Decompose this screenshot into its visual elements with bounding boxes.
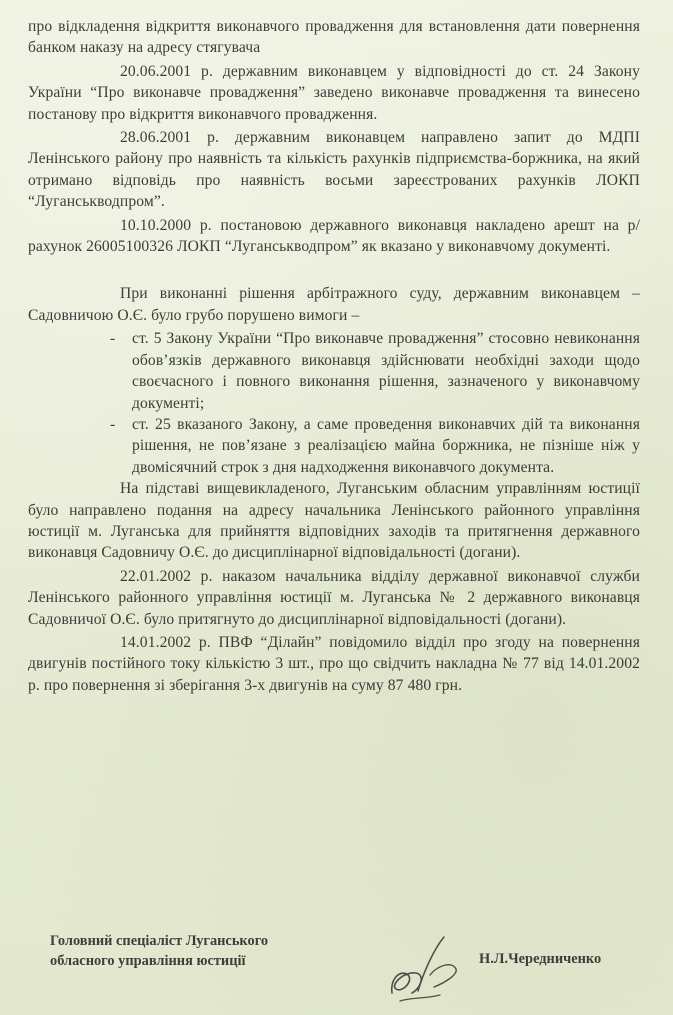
violations-intro: При виконанні рішення арбітражного суду, державним виконавцем – Садовничою О.Є. було грубо порушено вимоги – xyxy=(28,285,640,324)
signatory-name: Н.Л.Чередниченко xyxy=(479,951,602,967)
paragraph-7: 14.01.2002 р. ПВФ “Ділайн” повідомило відділ про згоду на повернення двигунів постійного току кількістю 3 шт., про що свідчить накладна № 77 від 14.01.2002 р. про повернення зі зберігання 3-х двигунів на суму 87 480 грн. xyxy=(28,633,640,694)
bullet-dash: - xyxy=(110,330,116,348)
document-body xyxy=(28,16,640,698)
violation-text: ст. 25 вказаного Закону, а саме проведення виконавчих дій та виконання рішення, не пов’язане з реалізацією майна боржника, не пізніше ніж у двомісячний строк з дня надходження виконавчого документа. xyxy=(132,415,640,476)
signature-block xyxy=(50,931,650,1011)
signatory-title-line-2: обласного управління юстиції xyxy=(50,953,246,969)
handwritten-signature xyxy=(382,931,464,1009)
paragraph-2: 20.06.2001 р. державним виконавцем у відповідності до ст. 24 Закону України “Про виконавче провадження” заведено виконавче провадження та винесено постанову про відкриття виконавчого провадження. xyxy=(28,62,640,123)
signatory-title-line-1: Головний спеціаліст Луганського xyxy=(50,933,269,949)
paragraph-1: про відкладення відкриття виконавчого провадження для встановлення дати повернення банком наказу на адресу стягувача xyxy=(28,18,640,57)
violation-item-1 xyxy=(28,328,640,414)
paragraph-5: На підставі вищевикладеного, Луганським обласним управлінням юстиції було направлено подання на адресу начальника Ленінського районного управління юстиції м. Луганська для прийняття відповідних заходів та притягнення державного виконавця Садовничу О.Є. до дисциплінарної відповідальності (догани). xyxy=(28,480,640,562)
signatory-title xyxy=(50,931,268,971)
violations-list xyxy=(28,328,640,478)
paragraph-3: 28.06.2001 р. державним виконавцем направлено запит до МДПІ Ленінського району про наявність та кількість рахунків підприємства-боржника, на який отримано відповідь про наявність восьми зареєстрованих рахунків ЛОКП “Луганськводпром”. xyxy=(28,129,640,211)
bullet-dash: - xyxy=(110,415,116,433)
paragraph-6: 22.01.2002 р. наказом начальника відділу державної виконавчої служби Ленінського районного управління юстиції м. Луганська № 2 державного виконавця Садовничої О.Є. було притягнуто до дисциплінарної відповідальності (догани). xyxy=(28,567,640,628)
violation-item-2 xyxy=(28,414,640,478)
paragraph-4: 10.10.2000 р. постановою державного виконавця накладено арешт на р/ рахунок 26005100326 ЛОКП “Луганськводпром” як вказано у виконавчому документі. xyxy=(28,216,640,256)
violation-text: ст. 5 Закону України “Про виконавче провадження” стосовно невиконання обов’язків державного виконавця здійснювати необхідні заходи щодо своєчасного і повного виконання рішення, зазначеного у виконавчому документі; xyxy=(132,330,640,412)
